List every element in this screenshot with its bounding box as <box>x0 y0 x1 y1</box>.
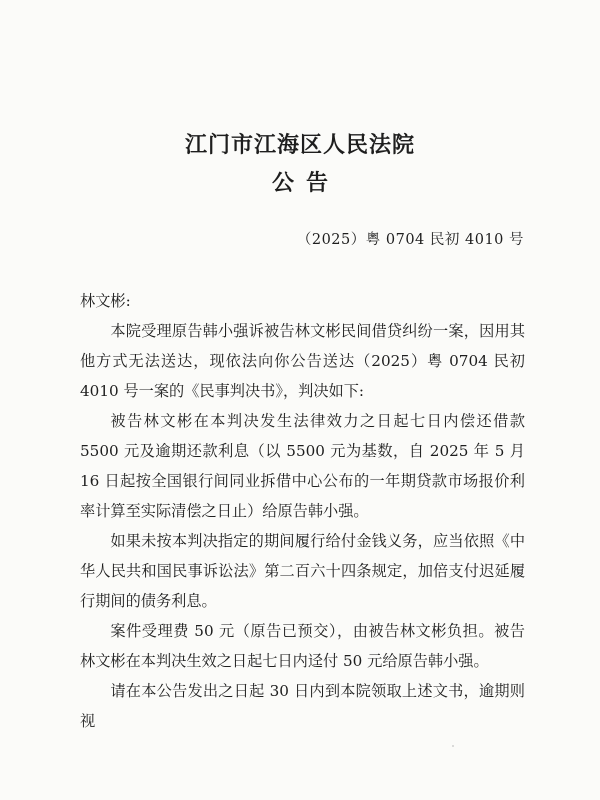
paragraph-case-fee: 案件受理费 50 元（原告已预交），由被告林文彬负担。被告林文彬在本判决生效之日起七日内迳付 50 元给原告韩小强。 <box>80 622 525 670</box>
case-number: （2025）粤 0704 民初 4010 号 <box>296 232 524 248</box>
paragraph-acceptance: 本院受理原告韩小强诉被告林文彬民间借贷纠纷一案，因用其他方式无法送达，现依法向你公告送达（2025）粤 0704 民初 4010 号一案的《民事判决书》，判决如下: <box>80 322 525 400</box>
paragraph-late-payment: 如果未按本判决指定的期间履行给付金钱义务，应当依照《中华人民共和国民事诉讼法》第二百六十四条规定，加倍支付迟延履行期间的债务利息。 <box>80 532 525 610</box>
paragraph-collection-notice: 请在本公告发出之日起 30 日内到本院领取上述文书，逾期则视 <box>80 682 525 730</box>
announcement-body <box>80 286 525 736</box>
document-type-title: 公告 <box>271 170 340 196</box>
scan-speck <box>452 745 454 747</box>
addressee: 林文彬: <box>80 292 131 310</box>
court-name-title: 江门市江海区人民法院 <box>184 132 415 158</box>
paragraph-judgment: 被告林文彬在本判决发生法律效力之日起七日内偿还借款 5500 元及逾期还款利息（以 5500 元为基数，自 2025 年 5 月 16 日起按全国银行间同业拆借中心公布的一年期贷款市场报价利率计算至实际清偿之日止）给原告韩小强。 <box>80 412 525 520</box>
